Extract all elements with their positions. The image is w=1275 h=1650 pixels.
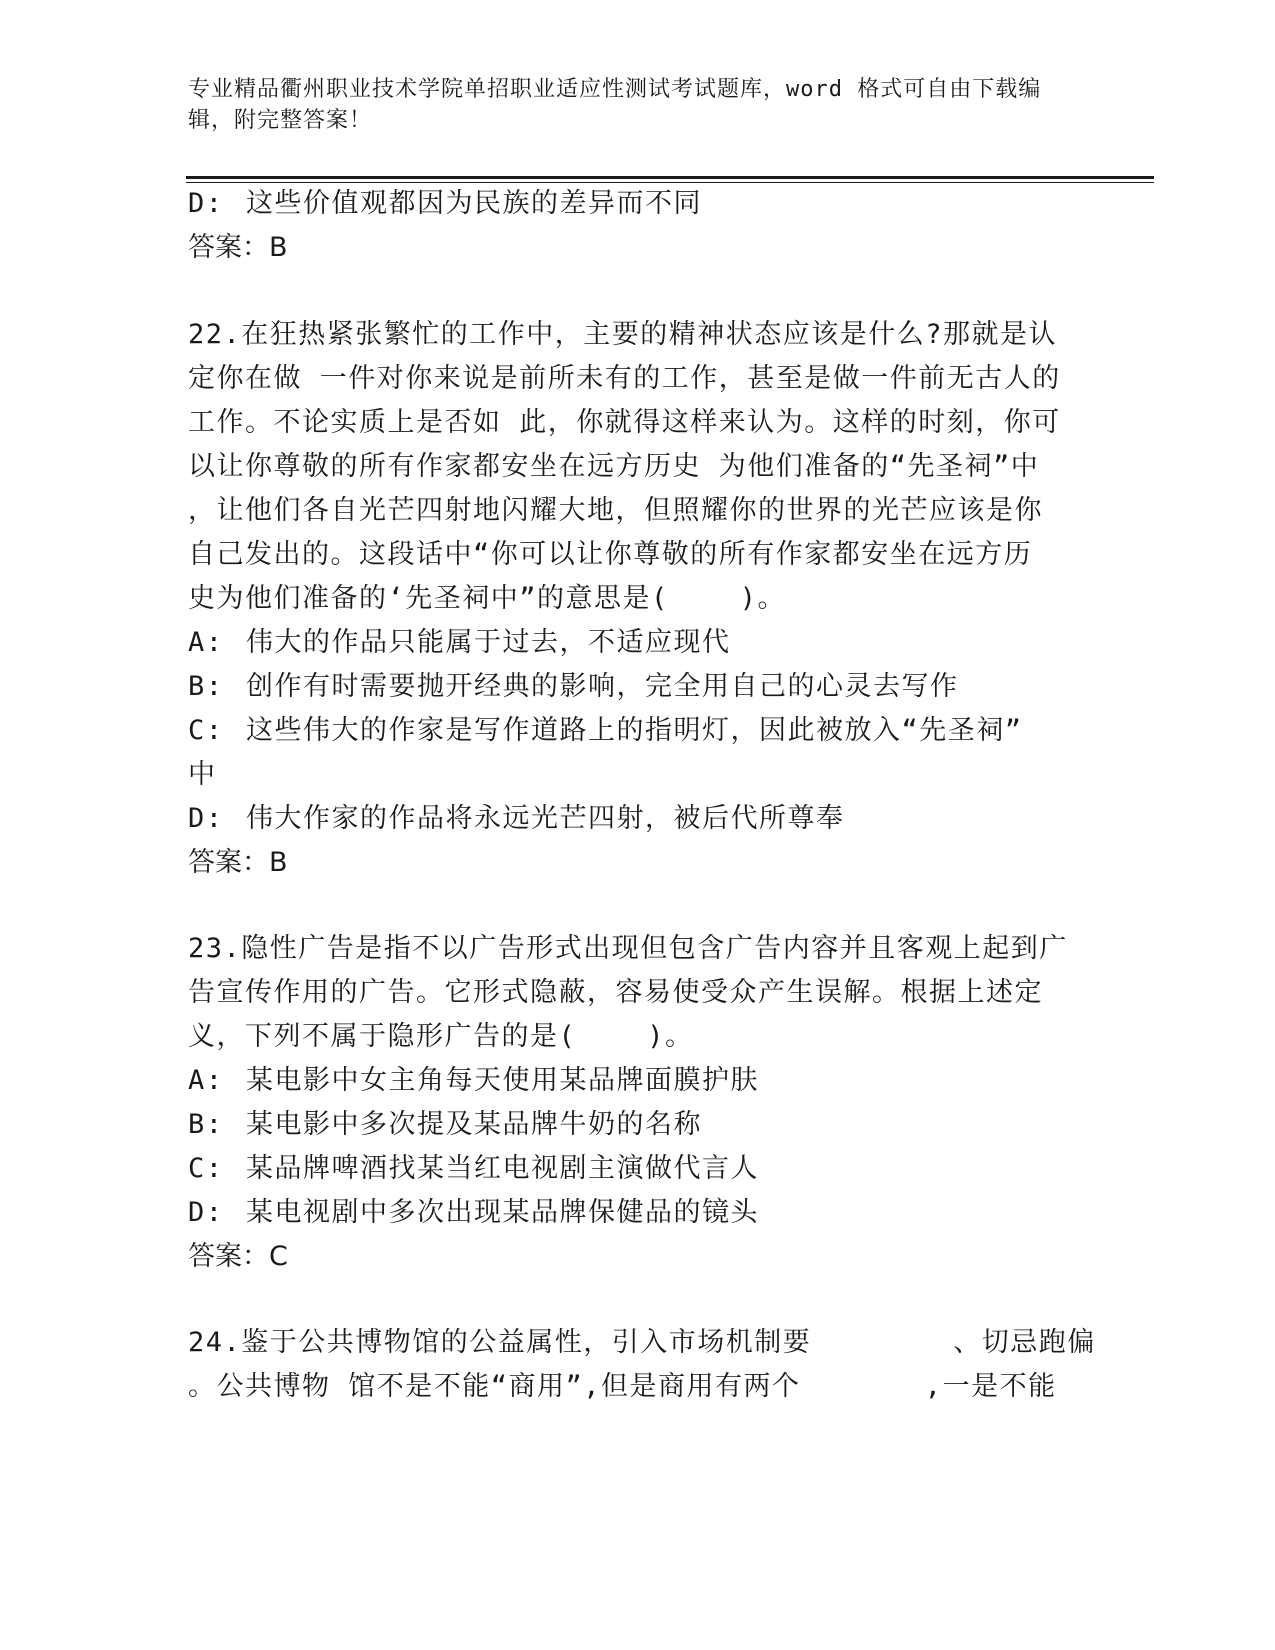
q22-option-c-continuation: 中	[188, 759, 217, 790]
q23-option-c	[188, 1151, 759, 1187]
q22-stem-line: ，让他们各自光芒四射地闪耀大地，但照耀你的世界的光芒应该是你	[188, 495, 1043, 526]
option-label: B:	[188, 1109, 224, 1140]
q23-stem-line: 23.隐性广告是指不以广告形式出现但包含广告内容并且客观上起到广	[188, 933, 1068, 964]
q21-option-d	[188, 186, 702, 222]
option-label: D:	[188, 803, 224, 834]
option-label: D:	[188, 188, 224, 219]
q22-answer: 答案：B	[188, 847, 288, 878]
q22-stem-line: 史为他们准备的‘先圣祠中”的意思是( )。	[188, 583, 787, 614]
q22-stem-line: 工作。不论实质上是否如 此，你就得这样来认为。这样的时刻，你可	[188, 407, 1061, 438]
page-header: 专业精品衢州职业技术学院单招职业适应性测试考试题库，word 格式可自由下载编辑，附完整答案！	[188, 77, 1042, 133]
option-text: 伟大作家的作品将永远光芒四射，被后代所尊奉	[246, 803, 845, 834]
q23-answer: 答案：C	[188, 1241, 288, 1272]
option-label: A:	[188, 627, 224, 658]
q22-option-d	[188, 801, 845, 837]
option-text: 某品牌啤酒找某当红电视剧主演做代言人	[246, 1153, 759, 1184]
q23-stem-line: 义，下列不属于隐形广告的是( )。	[188, 1021, 694, 1052]
q22-stem-line: 定你在做 一件对你来说是前所未有的工作，甚至是做一件前无古人的	[188, 363, 1061, 394]
option-text: 某电影中多次提及某品牌牛奶的名称	[246, 1109, 702, 1140]
header-rule-thick	[186, 176, 1154, 179]
option-text: 伟大的作品只能属于过去，不适应现代	[246, 627, 731, 658]
q22-option-b	[188, 669, 959, 705]
q22-stem-line: 以让你尊敬的所有作家都安坐在远方历史 为他们准备的“先圣祠”中	[188, 451, 1040, 482]
header-rule-thin	[186, 182, 1154, 183]
q23-option-a	[188, 1063, 759, 1099]
option-text: 这些伟大的作家是写作道路上的指明灯，因此被放入“先圣祠”	[246, 715, 1023, 746]
q23-stem-line: 告宣传作用的广告。它形式隐蔽，容易使受众产生误解。根据上述定	[188, 977, 1043, 1008]
option-label: B:	[188, 671, 224, 702]
option-label: C:	[188, 1153, 224, 1184]
option-label: C:	[188, 715, 224, 746]
option-text: 这些价值观都因为民族的差异而不同	[246, 188, 702, 219]
q23-option-d	[188, 1195, 759, 1231]
option-text: 创作有时需要抛开经典的影响，完全用自己的心灵去写作	[246, 671, 959, 702]
q24-stem-line: 。公共博物 馆不是不能“商用”,但是商用有两个 ,一是不能	[188, 1371, 1057, 1402]
option-label: D:	[188, 1197, 224, 1228]
q24-stem-line: 24.鉴于公共博物馆的公益属性，引入市场机制要 、切忌跑偏	[188, 1327, 1096, 1358]
option-label: A:	[188, 1065, 224, 1096]
option-text: 某电视剧中多次出现某品牌保健品的镜头	[246, 1197, 759, 1228]
q22-option-c	[188, 713, 1023, 749]
q23-option-b	[188, 1107, 702, 1143]
q22-option-a	[188, 625, 731, 661]
q22-stem-line: 自己发出的。这段话中“你可以让你尊敬的所有作家都安坐在远方历	[188, 539, 1033, 570]
q21-answer: 答案：B	[188, 232, 288, 263]
option-text: 某电影中女主角每天使用某品牌面膜护肤	[246, 1065, 759, 1096]
q22-stem-line: 22.在狂热紧张繁忙的工作中，主要的精神状态应该是什么?那就是认	[188, 319, 1058, 350]
